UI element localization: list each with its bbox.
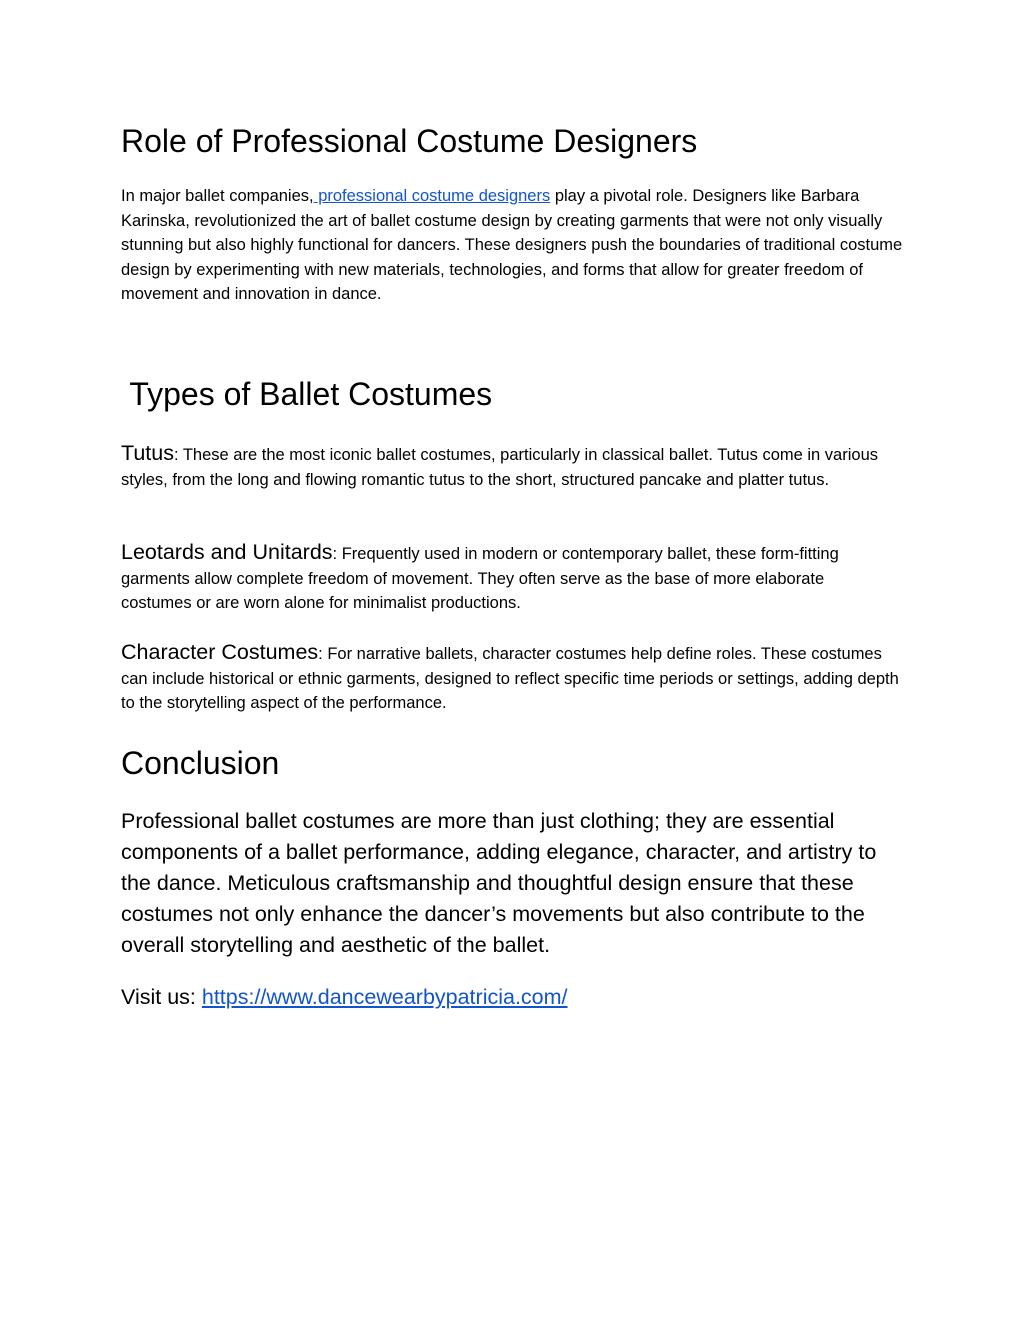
heading-conclusion: Conclusion [121,745,280,781]
heading-types-of-ballet-costumes: Types of Ballet Costumes [121,376,493,412]
paragraph-role-of-designers [121,184,911,307]
description-tutus: : These are the most iconic ballet costumes, particularly in classical ballet. Tutus come in various styles, from the long and flowing romantic tutus to the short, structured pancake and platter tutus. [121,446,878,489]
heading-role-of-designers: Role of Professional Costume Designers [121,123,698,159]
professional-costume-designers-link[interactable]: professional costume designers [313,187,551,205]
paragraph-character-costumes [121,640,911,716]
paragraph-tutus [121,441,911,492]
paragraph-leotards-unitards [121,540,881,616]
description-leotards-unitards: : Frequently used in modern or contemporary ballet, these form-fitting garments allow complete freedom of movement. They often serve as the base of more elaborate costumes or are worn alone for minimalist productions. [121,545,839,612]
visit-us-line [121,982,911,1013]
role-text-before-link: In major ballet companies, [121,187,314,205]
website-link[interactable]: https://www.dancewearbypatricia.com/ [201,985,568,1009]
term-character-costumes: Character Costumes [121,640,319,664]
description-character-costumes: : For narrative ballets, character costumes help define roles. These costumes can include historical or ethnic garments, designed to reflect specific time periods or settings, adding depth to the storytelling aspect of the performance. [121,645,899,712]
visit-us-label: Visit us: [121,985,202,1009]
term-leotards-unitards: Leotards and Unitards [121,540,333,564]
term-tutus: Tutus [121,441,174,465]
role-text-after-link: play a pivotal role. Designers like Barbara Karinska, revolutionized the art of ballet costume design by creating garments that were not only visually stunning but also highly functional for dancers. These designers push the boundaries of traditional costume design by experimenting with new materials, technologies, and forms that allow for greater freedom of movement and innovation in dance. [121,187,903,303]
paragraph-conclusion: Professional ballet costumes are more than just clothing; they are essential components of a ballet performance, adding elegance, character, and artistry to the dance. Meticulous craftsmanship and thoughtful design ensure that these costumes not only enhance the dancer’s movements but also contribute to the overall storytelling and aesthetic of the ballet. [121,809,877,957]
